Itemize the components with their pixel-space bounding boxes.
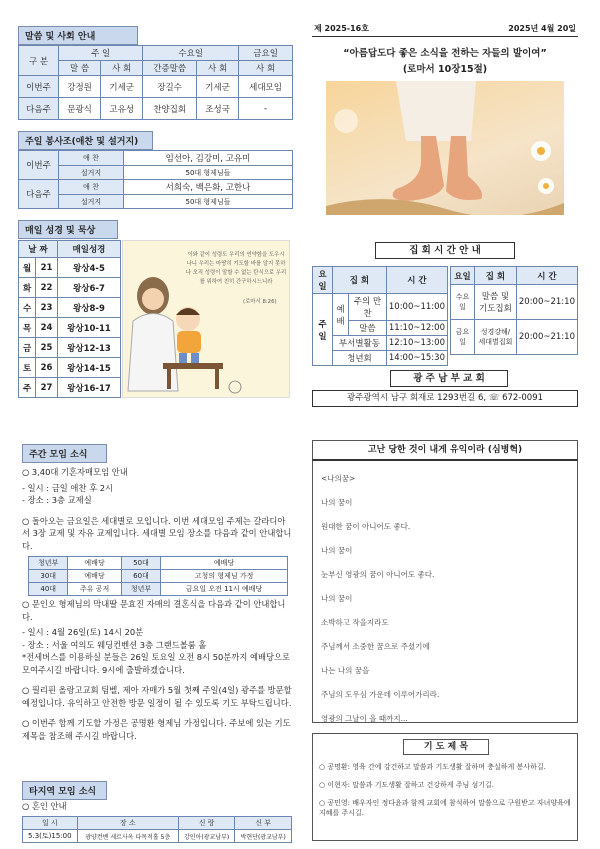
- cell: 서희숙, 백은화, 고한나: [124, 180, 293, 195]
- row-label: 다음주: [19, 98, 59, 120]
- reading: 왕상8-9: [57, 298, 120, 318]
- church-address: 광주광역시 남구 회재로 1293번길 6, ☏ 672-0091: [312, 390, 578, 407]
- prayer-box: [312, 733, 578, 841]
- weekly-header: 주간 모임 소식: [22, 444, 107, 463]
- cell: 세대모임: [239, 76, 293, 98]
- cell: 고유성: [101, 98, 143, 120]
- cell: 애 찬: [59, 180, 124, 195]
- day: 목: [19, 318, 36, 338]
- meeting-name: 말씀 및 기도집회: [475, 285, 517, 320]
- cell: 청년부: [121, 583, 160, 596]
- cell: -: [239, 98, 293, 120]
- col-wed: 수요일: [143, 46, 239, 61]
- verse-ref: (로마서 10장15절): [402, 64, 488, 75]
- poem-line: 영광의 그날이 올 때까지...: [321, 714, 408, 723]
- weekly-item-2: ○ 돌아오는 금요일은 세대별로 모입니다. 이번 세대모임 주제는 갈라디아서 3장 교제 및 자유 교제입니다. 세대별 모임 장소를 다음과 같이 안내합니다.: [22, 515, 292, 551]
- poem-line: 원대한 꿈이 아니어도 좋다.: [321, 522, 411, 531]
- cell: 장길수: [143, 76, 197, 98]
- cell: 고청의 형제님 가정: [161, 570, 288, 583]
- col-time: 시 간: [516, 267, 577, 285]
- cell: 5.3(토)15:00: [23, 830, 78, 843]
- cell: 애 찬: [59, 151, 124, 166]
- meditation-quote-ref: (로마서 8:26): [243, 299, 277, 305]
- row-label: 이번주: [19, 151, 59, 180]
- weekly-item-3: ○ 문인오 형제님의 막내딸 문효진 자매의 결혼식을 다음과 같이 안내합니다.: [22, 599, 286, 622]
- poem-line: <나의꿈>: [321, 474, 356, 483]
- cell: 조성국: [197, 98, 239, 120]
- cell: 50대 형제님들: [124, 166, 293, 180]
- cell: 50대: [121, 557, 160, 570]
- cell: 설거지: [59, 166, 124, 180]
- col-day: 요일: [451, 267, 475, 285]
- col: 장 소: [77, 817, 178, 830]
- date: 26: [36, 358, 58, 378]
- poem-line: 소박하고 작을지라도: [321, 618, 389, 627]
- date: 23: [36, 298, 58, 318]
- weekly-item-4: ○ 필리핀 올랑고교회 팀벨, 제아 자매가 5월 첫째 주일(4일) 광주를 방문할 예정입니다. 유익하고 안전한 방문 일정이 될 수 있도록 기도 부탁드립니다.: [22, 685, 292, 708]
- col: 일 시: [23, 817, 78, 830]
- cell: 강인아(광교남부): [178, 830, 235, 843]
- weekly-item-3b: - 장소 : 서울 여의도 웨딩컨벤션 3층 그랜드볼룸 홀: [22, 639, 207, 650]
- day: 수: [19, 298, 36, 318]
- weekly-item-3c: *전세버스를 이용하실 분들은 26일 토요일 오전 8시 50분까지 예배당으로 모여주시길 바랍니다. 9시에 출발하겠습니다.: [22, 652, 291, 675]
- worship-label: 예배: [333, 294, 349, 336]
- weekly-item-5: ○ 이번주 함께 기도할 가정은 공명환 형제님 가정입니다. 주보에 있는 기도제목을 참조해 주시길 바랍니다.: [22, 718, 291, 741]
- cell: 금요일 오전 11시 예배당: [161, 583, 288, 596]
- cell: 예배당: [68, 570, 121, 583]
- cell: 기세군: [197, 76, 239, 98]
- col-gubun: 구 분: [19, 46, 59, 76]
- weekly-item-3a: - 일시 : 4월 26일(토) 14시 20분: [22, 627, 144, 637]
- feet-image: [326, 81, 564, 215]
- issue-no: 제 2025-16호: [314, 24, 369, 33]
- day: 토: [19, 358, 36, 378]
- poem-line: 나의 꿈이: [321, 498, 353, 507]
- cell: 예배당: [161, 557, 288, 570]
- prayer-title: 기 도 제 목: [403, 739, 489, 755]
- meeting-time: 11:10~12:00: [386, 321, 447, 336]
- col-date: 날 짜: [19, 241, 58, 258]
- other-item: ○ 혼인 안내: [22, 801, 67, 811]
- col-day: 요일: [313, 267, 333, 294]
- prayer-item: ○ 공민영: 배우자인 정다윤과 함께 교회에 참석하여 말씀으로 구원받고 자녀양육에 지혜를 주시길.: [319, 799, 571, 817]
- meeting-name: 주의 만찬: [349, 294, 387, 321]
- row-label: 다음주: [19, 180, 59, 209]
- col-time: 시 간: [386, 267, 447, 294]
- meditation-illustration: [122, 240, 290, 398]
- poem-line: 주님께서 소중한 꿈으로 주셨기에: [321, 642, 430, 651]
- issue-date: 2025년 4월 20일: [508, 24, 576, 33]
- meetings-right-table: [450, 266, 578, 355]
- meeting-time: 20:00~21:10: [516, 285, 577, 320]
- sub-0: 말 씀: [59, 61, 101, 76]
- date: 27: [36, 378, 58, 398]
- weekly-item-1a: - 일시 : 금일 애찬 후 2시: [22, 482, 114, 493]
- feet-illustration: [326, 81, 564, 215]
- cell: 40대: [29, 583, 68, 596]
- meeting-day: 수요일: [451, 285, 475, 320]
- day: 화: [19, 278, 36, 298]
- weekly-news-2: [22, 598, 292, 742]
- cell: 60대: [121, 570, 160, 583]
- meeting-day: 금요일: [451, 320, 475, 355]
- sermon-table: [18, 45, 293, 120]
- prayer-item: ○ 이현자: 말씀과 기도생활 잘하고 건강하게 주님 섬기길.: [319, 781, 495, 789]
- date: 25: [36, 338, 58, 358]
- cell: 50대 형제님들: [124, 195, 293, 209]
- cell: 청년부: [29, 557, 68, 570]
- weekly-item-1b: - 장소 : 3층 교제실: [22, 495, 92, 505]
- weekly-news: [22, 466, 292, 552]
- prayer-items: [319, 762, 573, 818]
- meetings-left-table: [312, 266, 448, 366]
- day: 금: [19, 338, 36, 358]
- col-fri: 금요일: [239, 46, 293, 61]
- other-header: 타지역 모임 소식: [22, 781, 107, 800]
- wedding-table: [22, 816, 292, 843]
- reading: 왕상10-11: [57, 318, 120, 338]
- meditation-quote: 이와 같이 성령도 우리의 연약함을 도우시나니 우리는 마땅히 기도할 바를 알지 못하나 오직 성령이 말할 수 없는 탄식으로 우리를 위하여 친히 간구하시느니라: [185, 252, 287, 285]
- col: 신 부: [235, 817, 292, 830]
- date: 21: [36, 258, 58, 278]
- meeting-time: 20:00~21:10: [516, 320, 577, 355]
- verse-text: “아름답도다 좋은 소식을 전하는 자들의 발이여”: [343, 48, 547, 59]
- meetings-header: 집 회 시 간 안 내: [375, 242, 515, 259]
- bible-table: [18, 240, 121, 398]
- generation-table: [28, 556, 288, 596]
- meeting-time: 10:00~11:00: [386, 294, 447, 321]
- poem-line: 눈부신 영광의 꿈이 아니어도 좋다.: [321, 570, 435, 579]
- date: 22: [36, 278, 58, 298]
- church-name: 광 주 남 부 교 회: [390, 370, 508, 387]
- col-meeting: 집 회: [475, 267, 517, 285]
- cell: 박현단(광교남부): [235, 830, 292, 843]
- reading: 왕상4-5: [57, 258, 120, 278]
- sub-3: 사 회: [197, 61, 239, 76]
- issue-bar: [312, 23, 578, 37]
- reading: 왕상14-15: [57, 358, 120, 378]
- col: 신 랑: [178, 817, 235, 830]
- weekly-item-1: ○ 3,40대 기혼자매모임 안내: [22, 467, 128, 477]
- service-header: 주일 봉사조(애찬 및 설거지): [18, 131, 153, 150]
- day: 월: [19, 258, 36, 278]
- sub-1: 사 회: [101, 61, 143, 76]
- meeting-name: 청년회: [333, 351, 387, 366]
- sunday-label: 주일: [313, 294, 333, 366]
- poem-box: [312, 461, 578, 723]
- poem-lines: [321, 473, 571, 737]
- meeting-time: 12:10~13:00: [386, 336, 447, 351]
- cell: 광양컨벤 세르사옥 다목적홀 5층: [77, 830, 178, 843]
- poem-line: 나의 꿈이: [321, 546, 353, 555]
- reading: 왕상12-13: [57, 338, 120, 358]
- day: 주: [19, 378, 36, 398]
- cell: 30대: [29, 570, 68, 583]
- reading: 왕상16-17: [57, 378, 120, 398]
- date: 24: [36, 318, 58, 338]
- cell: 예배당: [68, 557, 121, 570]
- meeting-name: 말씀: [349, 321, 387, 336]
- reading: 왕상6-7: [57, 278, 120, 298]
- cell: 설거지: [59, 195, 124, 209]
- cell: 기세군: [101, 76, 143, 98]
- cell: 찬양집회: [143, 98, 197, 120]
- sermon-info-header: 말씀 및 사회 안내: [18, 26, 138, 45]
- col-read: 매일성경: [57, 241, 120, 258]
- poem-line: 나의 꿈이: [321, 594, 353, 603]
- col-sunday: 주 일: [59, 46, 143, 61]
- sub-4: 사 회: [239, 61, 293, 76]
- meeting-name: 부서별활동: [333, 336, 387, 351]
- cell: 강정원: [59, 76, 101, 98]
- service-table: [18, 150, 293, 209]
- meeting-name: 성경강해/ 세대별집회: [475, 320, 517, 355]
- poem-line: 주님의 도우심 가운데 이루어가리라.: [321, 690, 440, 699]
- sub-2: 간증말씀: [143, 61, 197, 76]
- poem-line: 나는 나의 꿈을: [321, 666, 370, 675]
- bible-header: 매일 성경 및 묵상: [18, 220, 118, 239]
- col-meeting: 집 회: [333, 267, 387, 294]
- cell: 주유 공저: [68, 583, 121, 596]
- poem-title: 고난 당한 것이 내게 유익이라 (심병혁): [312, 440, 578, 461]
- cell: 문광식: [59, 98, 101, 120]
- meeting-time: 14:00~15:30: [386, 351, 447, 366]
- cell: 임선아, 김강미, 고유미: [124, 151, 293, 166]
- prayer-item: ○ 공명환: 영육 간에 강건하고 말씀과 기도생활 잘하며 충실하게 봉사하길.: [319, 763, 546, 771]
- row-label: 이번주: [19, 76, 59, 98]
